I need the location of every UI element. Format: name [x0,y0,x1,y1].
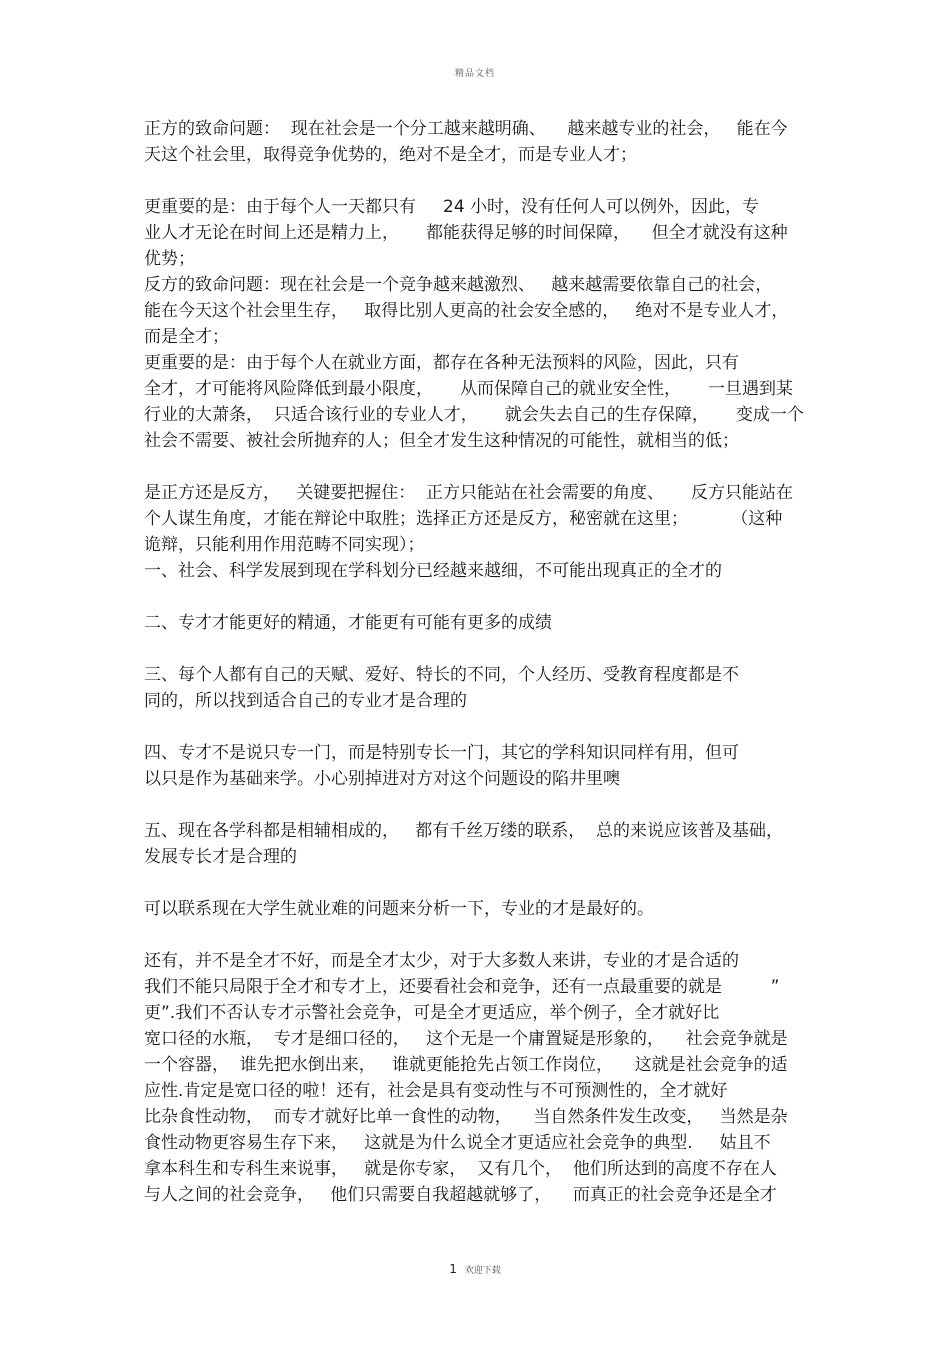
text-line: 食性动物更容易生存下来， 这就是为什么说全才更适应社会竞争的典型. 姑且不 [144,1133,771,1153]
paragraph [144,662,814,714]
text-line: 天这个社会里，取得竞争优势的，绝对不是全才，而是专业人才； [144,145,637,165]
paragraph [144,116,814,168]
paragraph-gap [144,870,814,896]
text-line: 应性.肯定是宽口径的啦！还有，社会是具有变动性与不可预测性的，全才就好 [144,1081,728,1101]
paragraph [144,194,814,454]
text-line: 反方的致命问题：现在社会是一个竞争越来越激烈、 越来越需要依靠自己的社会， [144,275,773,295]
text-line: 二、专才才能更好的精通，才能更有可能有更多的成绩 [144,613,552,633]
text-line: 能在今天这个社会里生存， 取得比别人更高的社会安全感的， 绝对不是专业人才， [144,301,789,321]
paragraph-gap [144,792,814,818]
paragraph [144,948,814,1208]
page-footer [0,1262,950,1276]
text-line: 更”.我们不否认专才示警社会竞争，可是全才更适应，举个例子，全才就好比 [144,1003,720,1023]
text-line: 个人谋生角度，才能在辩论中取胜；选择正方还是反方，秘密就在这里； （这种 [144,509,783,529]
text-line: 与人之间的社会竞争， 他们只需要自我超越就够了， 而真正的社会竞争还是全才 [144,1185,777,1205]
text-line: 更重要的是：由于每个人在就业方面，都存在各种无法预料的风险，因此，只有 [144,353,739,373]
text-line: 诡辩，只能利用作用范畴不同实现）； [144,535,425,555]
paragraph-gap [144,168,814,194]
text-line: 五、现在各学科都是相辅相成的， 都有千丝万缕的联系， 总的来说应该普及基础， [144,821,784,841]
text-line: 而是全才； [144,327,229,347]
text-line: 一、社会、科学发展到现在学科划分已经越来越细，不可能出现真正的全才的 [144,561,722,581]
paragraph-gap [144,584,814,610]
text-line: 以只是作为基础来学。小心别掉进对方对这个问题设的陷井里噢 [144,769,620,789]
text-line: 宽口径的水瓶， 专才是细口径的， 这个无是一个庸置疑是形象的， 社会竞争就是 [144,1029,788,1049]
paragraph [144,480,814,584]
text-line: 比杂食性动物， 而专才就好比单一食性的动物， 当自然条件发生改变， 当然是杂 [144,1107,788,1127]
text-line: 三、每个人都有自己的天赋、爱好、特长的不同，个人经历、受教育程度都是不 [144,665,739,685]
text-line: 可以联系现在大学生就业难的问题来分析一下，专业的才是最好的。 [144,899,654,919]
text-line: 同的，所以找到适合自己的专业才是合理的 [144,691,467,711]
text-line: 我们不能只局限于全才和专才上，还要看社会和竞争，还有一点最重要的就是 ” [144,977,780,997]
text-line: 是正方还是反方， 关键要把握住： 正方只能站在社会需要的角度、 反方只能站在 [144,483,794,503]
text-line: 一个容器， 谁先把水倒出来， 谁就更能抢先占领工作岗位， 这就是社会竞争的适 [144,1055,788,1075]
paragraph [144,896,814,922]
text-line: 社会不需要、被社会所抛弃的人；但全才发生这种情况的可能性，就相当的低； [144,431,739,451]
paragraph-gap [144,714,814,740]
text-line: 业人才无论在时间上还是精力上， 都能获得足够的时间保障， 但全才就没有这种 [144,223,788,243]
text-line: 更重要的是：由于每个人一天都只有 24 小时，没有任何人可以例外，因此，专 [144,197,760,217]
text-line: 拿本科生和专科生来说事， 就是你专家， 又有几个， 他们所达到的高度不存在人 [144,1159,777,1179]
paragraph-gap [144,636,814,662]
document-body [144,116,814,1208]
paragraph [144,610,814,636]
page-header: 精品文档 [454,69,495,79]
text-line: 全才，才可能将风险降低到最小限度， 从而保障自己的就业安全性， 一旦遇到某 [144,379,794,399]
text-line: 优势； [144,249,195,269]
paragraph [144,740,814,792]
paragraph [144,818,814,870]
text-line: 行业的大萧条， 只适合该行业的专业人才， 就会失去自己的生存保障， 变成一个 [144,405,804,425]
text-line: 四、专才不是说只专一门，而是特别专长一门，其它的学科知识同样有用，但可 [144,743,739,763]
page-number: 1 [449,1262,457,1276]
footer-text: 欢迎下载 [464,1266,501,1276]
text-line: 正方的致命问题： 现在社会是一个分工越来越明确、 越来越专业的社会， 能在今 [144,119,788,139]
paragraph-gap [144,922,814,948]
text-line: 还有，并不是全才不好，而是全才太少，对于大多数人来讲，专业的才是合适的 [144,951,739,971]
paragraph-gap [144,454,814,480]
text-line: 发展专长才是合理的 [144,847,297,867]
